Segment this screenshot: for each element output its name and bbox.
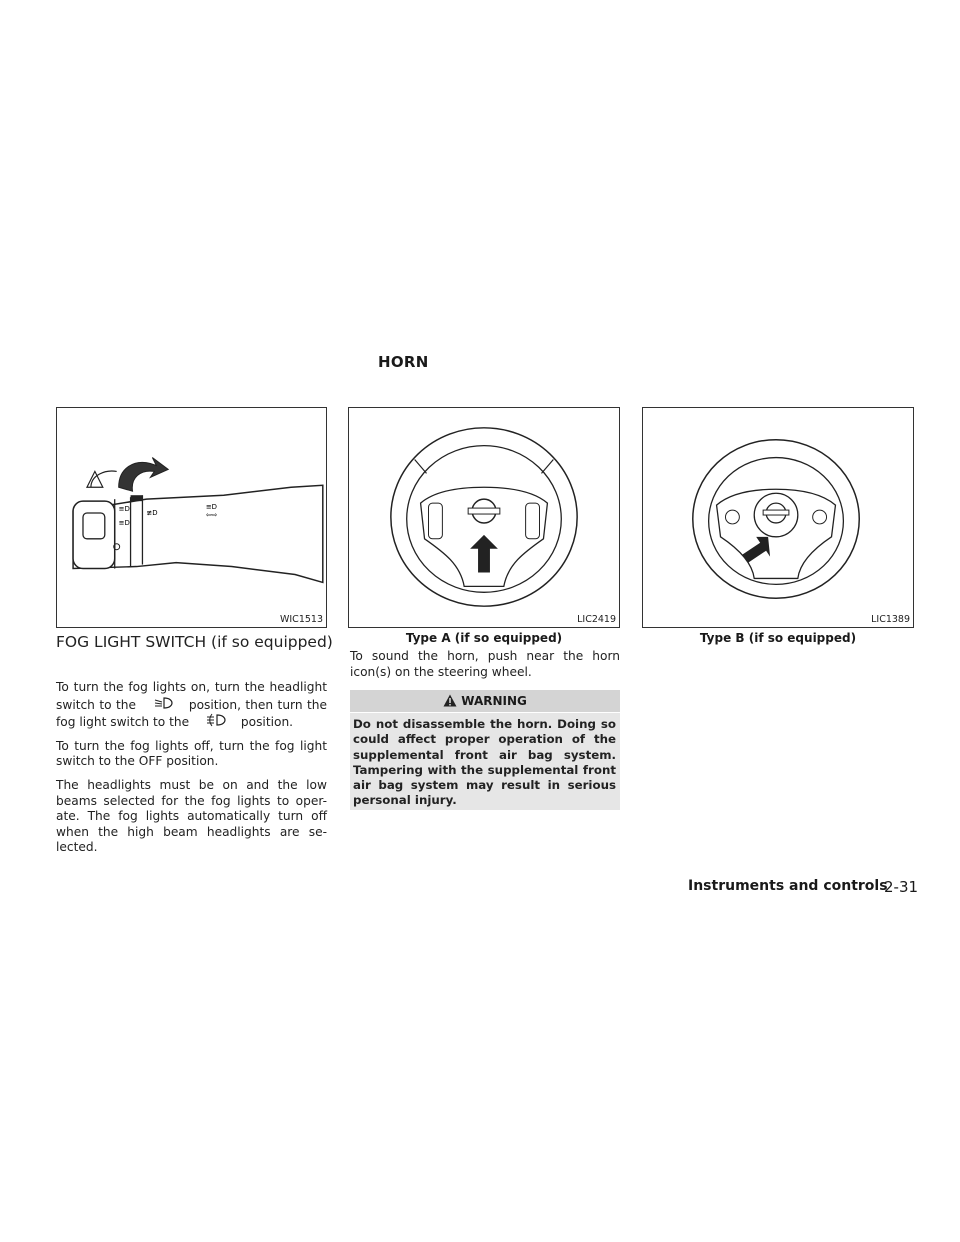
warning-box <box>350 690 620 810</box>
fog-light-body <box>56 680 327 864</box>
warning-header <box>350 690 620 712</box>
fog-switch-illustration <box>57 408 326 627</box>
figure-type-b <box>642 407 914 628</box>
fog-light-paragraph-3: The headlights must be on and the low beams selected for the fog lights to oper-ate. The fog lights automatically turn off when the high beam headlights are se-lected. <box>56 777 327 855</box>
fog-light-paragraph-2: To turn the fog lights off, turn the fog light switch to the OFF position. <box>56 738 327 769</box>
fog-p1-part-c: position. <box>240 715 294 730</box>
rotate-arrow-icon <box>87 458 168 492</box>
fog-light-icon <box>193 713 237 727</box>
figure-fog-light-switch <box>56 407 327 628</box>
footer-page-number: 2-31 <box>884 878 919 896</box>
headlight-low-beam-icon <box>140 696 184 710</box>
steering-wheel-a-illustration <box>349 408 619 627</box>
section-title: HORN <box>378 353 429 371</box>
footer-chapter: Instruments and controls <box>688 878 888 894</box>
steering-wheel-b-illustration <box>643 408 913 627</box>
figure-code: WIC1513 <box>279 614 323 625</box>
figure-type-a <box>348 407 620 628</box>
figure-caption-b: Type B (if so equipped) <box>699 631 857 645</box>
fog-light-heading: FOG LIGHT SWITCH (if so equipped) <box>56 633 333 651</box>
fog-light-paragraph-1 <box>56 680 327 731</box>
figure-caption-a: Type A (if so equipped) <box>405 631 563 645</box>
fog-p1-part-b: position, then turn the fog light switch to the <box>56 697 327 730</box>
svg-text:≡D: ≡D <box>118 505 130 514</box>
svg-text:≡D: ≡D <box>205 503 218 512</box>
warning-text: Do not disassemble the horn. Doing so could affect proper operation of the supplemental front air bag system. Tampering with the supplemental front air bag system may result in serious personal injury. <box>350 713 620 810</box>
svg-text:≡D: ≡D <box>118 518 130 527</box>
fog-p1-part-a: To turn the fog lights on, turn the headlight switch to the <box>56 680 327 712</box>
svg-text:≢D: ≢D <box>146 509 158 518</box>
warning-triangle-icon <box>443 694 457 707</box>
figure-code: LIC2419 <box>577 614 616 625</box>
svg-text:⇦⇨: ⇦⇨ <box>205 511 218 520</box>
figure-code: LIC1389 <box>871 614 910 625</box>
warning-label: WARNING <box>461 694 527 708</box>
horn-body: To sound the horn, push near the horn icon(s) on the steering wheel. <box>350 649 620 679</box>
